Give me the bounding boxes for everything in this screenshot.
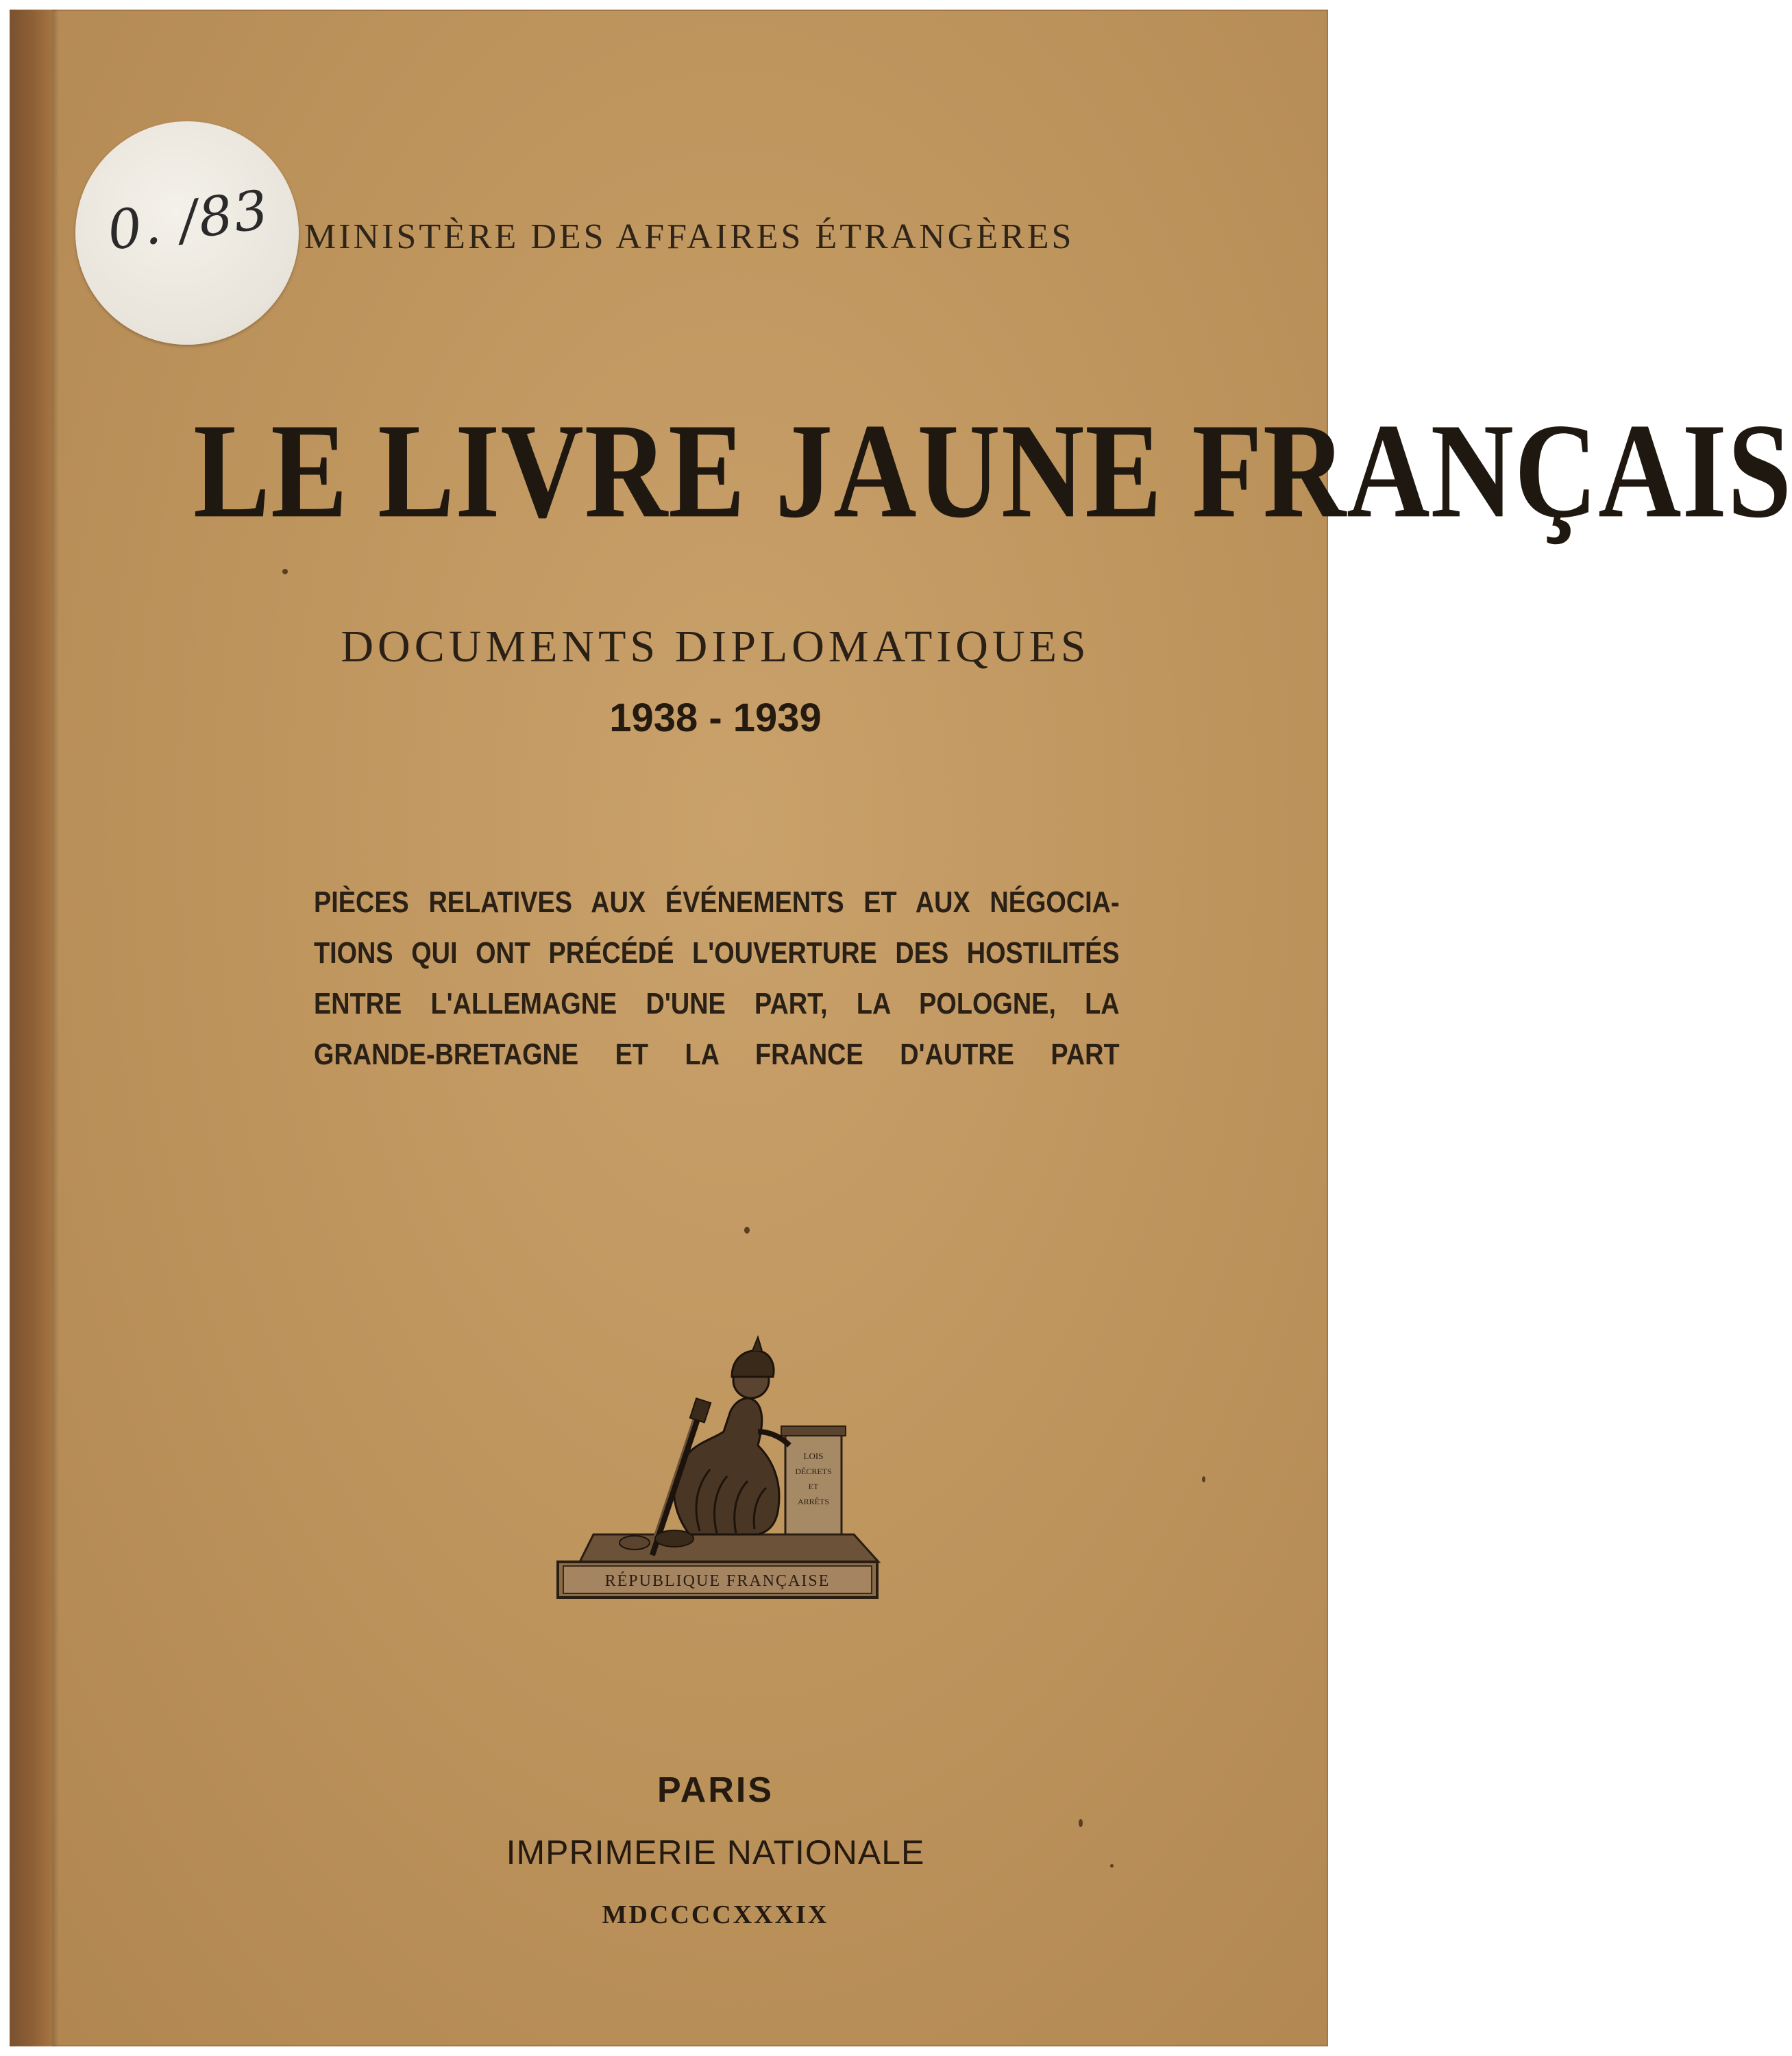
- emblem-tablet-text: LOIS: [803, 1451, 824, 1461]
- library-label-sticker: [75, 121, 299, 345]
- marianne-seated-emblem-icon: [552, 1329, 883, 1603]
- emblem-plinth-text: RÉPUBLIQUE FRANÇAISE: [604, 1572, 831, 1590]
- spine-shadow: [52, 10, 59, 2046]
- publication-year-roman: MDCCCCXXXIX: [602, 1900, 829, 1929]
- library-label-text: 0. /83: [103, 178, 273, 263]
- book-title: LE LIVRE JAUNE FRANÇAIS: [193, 395, 1792, 547]
- paper-speck: [1079, 1819, 1083, 1827]
- book-cover: [10, 10, 1792, 2046]
- paper-speck: [1202, 1476, 1205, 1482]
- paper-speck: [744, 1227, 750, 1234]
- book-spine: [10, 10, 52, 2046]
- year-range: 1938 - 1939: [609, 696, 822, 740]
- book-subtitle: DOCUMENTS DIPLOMATIQUES: [341, 622, 1090, 672]
- emblem-tablet-text: ARRÊTS: [797, 1497, 830, 1506]
- description-block: [314, 877, 1120, 1080]
- description-line: PIÈCES RELATIVES AUX ÉVÉNEMENTS ET AUX NÉGOCIA-: [314, 885, 1120, 919]
- emblem-tablet-text: DÉCRETS: [795, 1467, 832, 1476]
- description-line: ENTRE L'ALLEMAGNE D'UNE PART, LA POLOGNE, LA: [314, 987, 1120, 1020]
- description-line: TIONS QUI ONT PRÉCÉDÉ L'OUVERTURE DES HOSTILITÉS: [314, 936, 1120, 970]
- paper-speck: [1110, 1864, 1114, 1868]
- emblem-tablet-text: ET: [808, 1482, 819, 1491]
- publisher-name: IMPRIMERIE NATIONALE: [506, 1833, 925, 1872]
- ministry-heading: MINISTÈRE DES AFFAIRES ÉTRANGÈRES: [304, 217, 1075, 256]
- paper-speck: [282, 569, 288, 574]
- description-line: GRANDE-BRETAGNE ET LA FRANCE D'AUTRE PART: [314, 1038, 1120, 1071]
- publication-city: PARIS: [656, 1770, 774, 1810]
